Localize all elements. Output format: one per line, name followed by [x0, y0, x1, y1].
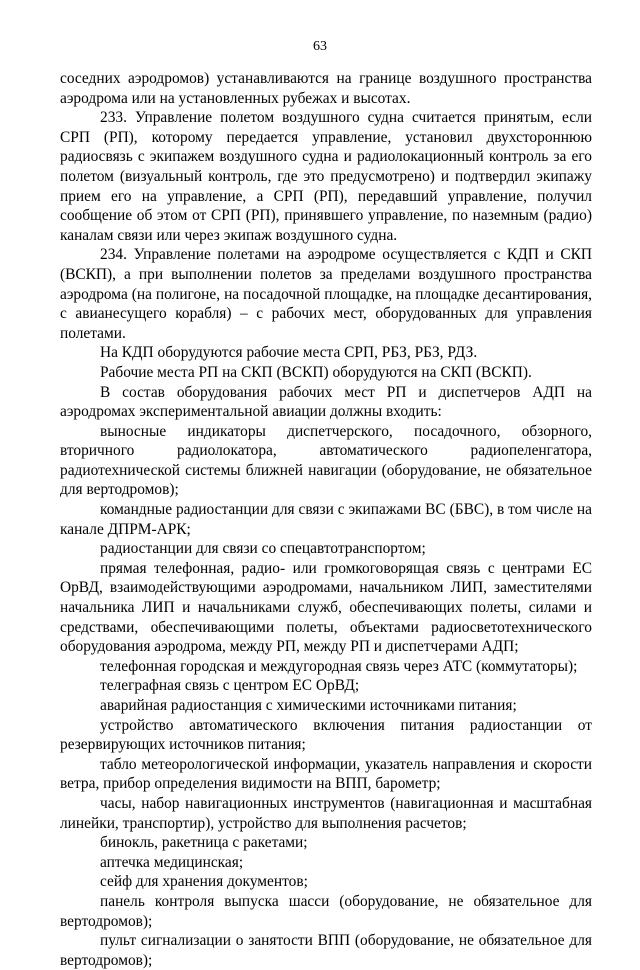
- list-item: аварийная радиостанция с химическими источниками питания;: [100, 697, 517, 714]
- document-body: [60, 69, 592, 970]
- list-item: сейф для хранения документов;: [100, 873, 308, 891]
- paragraph-kdp-workplaces: На КДП оборудуются рабочие места СРП, РБЗ, РБЗ, РДЗ.: [100, 344, 478, 362]
- paragraph-skp-workplaces: Рабочие места РП на СКП (ВСКП) оборудуются на СКП (ВСКП).: [100, 363, 532, 381]
- list-item: радиостанции для связи со спецавтотранспортом;: [100, 540, 426, 558]
- list-item: прямая телефонная, радио- или громкоговорящая связь с центрами ЕС ОрВД, взаимодействующими аэродромами, начальником ЛИП, заместителями начальника ЛИП и начальниками служб, обеспечивающих полеты, силами и средствами, обеспечивающими полеты, объектами радиосветотехнического оборудования аэродрома, между РП, между РП и диспетчерами АДП;: [60, 559, 592, 656]
- list-item: табло метеорологической информации, указатель направления и скорости ветра, прибор определения видимости на ВПП, барометр;: [60, 755, 592, 793]
- list-item: телеграфная связь с центром ЕС ОрВД;: [100, 677, 360, 695]
- list-item: панель контроля выпуска шасси (оборудование, не обязательное для вертодромов);: [60, 892, 592, 930]
- list-item: командные радиостанции для связи с экипажами ВС (БВС), в том числе на канале ДПРМ-АРК;: [60, 501, 592, 538]
- list-item: пульт сигнализации о занятости ВПП (оборудование, не обязательное для вертодромов);: [60, 932, 592, 969]
- page-number: 63: [313, 39, 327, 54]
- paragraph-233: 233. Управление полетом воздушного судна считается принятым, если СРП (РП), которому передается управление, установил двухстороннюю радиосвязь с экипажем воздушного судна и радиолокационный контроль за его полетом (визуальный контроль, где это предусмотрено) и подтвердил экипажу прием его на управление, а СРП (РП), передавший управление, получил сообщение об этом от СРП (РП), принявшего управление, по наземным (радио) каналам связи или через экипаж воздушного судна.: [60, 109, 592, 244]
- paragraph-continuation: соседних аэродромов) устанавливаются на границе воздушного пространства аэродрома или на установленных рубежах и высотах.: [60, 70, 592, 107]
- list-item: выносные индикаторы диспетчерского, посадочного, обзорного, вторичного радиолокатора, автоматического радиопеленгатора, радиотехнической системы ближней навигации (оборудование, не обязательное для вертодромов);: [60, 422, 592, 499]
- list-item: телефонная городская и междугородная связь через АТС (коммутаторы);: [100, 657, 578, 675]
- paragraph-equipment-intro: В состав оборудования рабочих мест РП и диспетчеров АДП на аэродромах экспериментальной авиации должны входить:: [60, 383, 592, 421]
- list-item: аптечка медицинская;: [100, 853, 244, 871]
- list-item: бинокль, ракетница с ракетами;: [100, 834, 308, 852]
- paragraph-234: 234. Управление полетами на аэродроме осуществляется с КДП и СКП (ВСКП), а при выполнении полетов за пределами воздушного пространства аэродрома (на полигоне, на посадочной площадке, на площадке десантирования, с авианесущего корабля) – с рабочих мест, оборудованных для управления полетами.: [60, 246, 592, 342]
- list-item: устройство автоматического включения питания радиостанции от резервирующих источников питания;: [60, 716, 592, 754]
- list-item: часы, набор навигационных инструментов (навигационная и масштабная линейки, транспортир), устройство для выполнения расчетов;: [60, 794, 592, 832]
